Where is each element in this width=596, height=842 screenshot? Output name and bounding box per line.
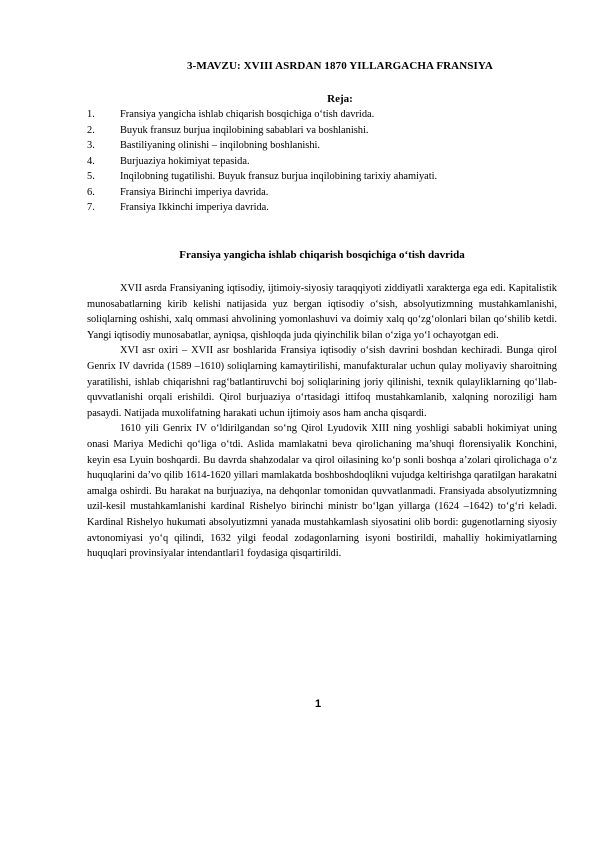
plan-item-text: Fransiya yangicha ishlab chiqarish bosqichiga o‘tish davrida. — [120, 109, 375, 120]
body-text — [87, 281, 557, 562]
plan-item-number: 2. — [87, 124, 95, 136]
plan-item — [87, 154, 557, 170]
plan-item-number: 3. — [87, 140, 95, 151]
plan-item-number: 4. — [87, 155, 95, 167]
plan-item-number: 1. — [87, 109, 95, 120]
body-paragraph: XVI asr oxiri – XVII asr boshlarida Fransiya iqtisodiy o‘sish davrini boshdan kechiradi. Bunga qirol Genrix IV davrida (1589 –1610) soliqlarning kamaytirilishi, manufakturalar uchun qulay moliyaviy sharoitning yaratilishi, ishlab chiqarishni rag‘batlantiruvchi boj soliqlarining joriy qilinishi, texnik qulayliklarning qo‘llab-quvvatlanishi orqali erishildi. Qirol burjuaziya o‘rtasidagi ittifoq mustahkamlanib, xalqning noroziligi ham pasaydi. Natijada muxolifatning harakati uchun ijtimoiy asos ham ancha qisqardi. — [87, 345, 557, 419]
plan-item-text: Burjuaziya hokimiyat tepasida. — [120, 155, 250, 167]
plan-item-number: 7. — [87, 202, 95, 213]
plan-item — [87, 123, 557, 139]
plan-item-text: Fransiya Ikkinchi imperiya davrida. — [120, 202, 269, 213]
plan-item-text: Buyuk fransuz burjua inqilobining sabablari va boshlanishi. — [120, 124, 369, 136]
body-paragraph: XVII asrda Fransiyaning iqtisodiy, ijtimoiy-siyosiy taraqqiyoti ziddiyatli xarakterga ega edi. Kapitalistik munosabatlarning kirib kelishi natijasida yuz bergan iqtisodiy o‘sish, absolyutizmning mustahkamlanishi, soliqlarning oshishi, xalq ommasi ahvolining yomonlashuvi va doimiy xalq qo‘zg‘olonlari bilan qo‘shilib ketdi. Yangi iqtisodiy munosabatlar, ayniqsa, qishloqda juda qiyinchilik bilan o‘ziga yo‘l ochayotgan edi. — [87, 283, 557, 341]
plan-item-text: Bastiliyaning olinishi – inqilobning boshlanishi. — [120, 140, 321, 151]
plan-item-text: Fransiya Birinchi imperiya davrida. — [120, 186, 269, 198]
plan-item — [87, 169, 557, 185]
section-title: Fransiya yangicha ishlab chiqarish bosqichiga o‘tish davrida — [179, 249, 465, 261]
plan-heading: Reja: — [327, 93, 353, 105]
plan-list — [87, 107, 557, 216]
plan-item — [87, 185, 557, 201]
plan-item — [87, 200, 557, 216]
plan-item-number: 5. — [87, 171, 95, 182]
body-paragraph: 1610 yili Genrix IV o‘ldirilgandan so‘ng Qirol Lyudovik XIII ning yoshligi sababli hokimiyat uning onasi Mariya Medichi qo‘liga o‘tdi. Aslida mamlakatni beva qirolichaning ma’shuqi florensiyalik Konchini, keyin esa Lyuin boshqardi. Bu davrda shahzodalar va qirol oilasining ko‘p sonli boshqa a’zolari qirolichaga o‘z huquqlarini da’vo qilib 1614-1620 yillari mamlakatda boshboshdoqlikni vujudga keltirishga qaratilgan harakatni amalga oshirdi. Bu harakat na burjuaziya, na dehqonlar tomonidan quvvatlanmadi. Fransiyada absolyutizmning uzil-kesil mustahkamlanishi kardinal Rishelyo birinchi ministr bo‘lgan yillarga (1624 –1642) to‘g‘ri keladi. Kardinal Rishelyo hukumati absolyutizmni yanada mustahkamlash siyosatini olib bordi: gugenotlarning siyosiy avtonomiyasi yo‘q qilindi, 1632 yilgi feodal zodagonlarning isyoni bostirildi, mahalliy hokimiyatlarning huquqlari provinsiyalar intendantlari1 foydasiga qisqartirildi. — [87, 423, 557, 560]
page-number: 1 — [314, 698, 322, 710]
plan-item — [87, 107, 557, 123]
document-title: 3-MAVZU: XVIII ASRDAN 1870 YILLARGACHA FRANSIYA — [187, 60, 493, 72]
plan-item-text: Inqilobning tugatilishi. Buyuk fransuz burjua inqilobining tarixiy ahamiyati. — [120, 171, 438, 182]
plan-item — [87, 138, 557, 154]
plan-item-number: 6. — [87, 186, 95, 198]
